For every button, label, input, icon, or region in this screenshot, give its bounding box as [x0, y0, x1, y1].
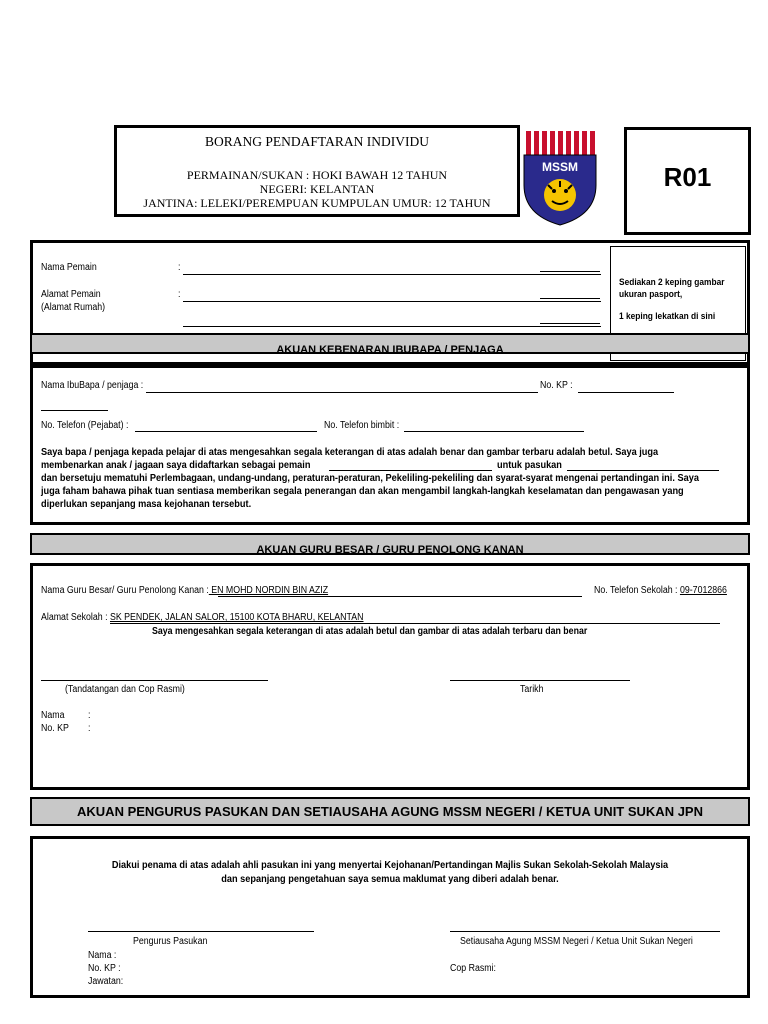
parent-name-field[interactable]: [146, 392, 538, 393]
player-address-label: Alamat Pemain: [41, 289, 101, 300]
manager-signature-label: Pengurus Pasukan: [133, 936, 208, 947]
form-title-box: [114, 125, 520, 217]
office-phone-label: No. Telefon (Pejabat) :: [41, 420, 129, 431]
school-phone: [594, 585, 727, 596]
mssm-shield-icon: [522, 127, 598, 227]
mobile-phone-label: No. Telefon bimbit :: [324, 420, 400, 431]
headmaster-name-label: [41, 585, 328, 596]
photo-note-2: ukuran pasport,: [619, 289, 683, 300]
player-address-field-1[interactable]: [183, 301, 601, 302]
manager-name-label: Nama :: [88, 950, 117, 961]
colon: :: [178, 289, 181, 300]
photo-note-1: Sediakan 2 keping gambar: [619, 277, 725, 288]
form-code-box: [624, 127, 751, 235]
teacher-signature-line[interactable]: [41, 680, 268, 681]
photo-note-3: 1 keping lekatkan di sini: [619, 311, 716, 322]
teacher-section: [30, 563, 750, 790]
secretary-signature-label: Setiausaha Agung MSSM Negeri / Ketua Unit Sukan Negeri: [460, 936, 693, 947]
teacher-date-line[interactable]: [450, 680, 630, 681]
parent-declaration-1: Saya bapa / penjaga kepada pelajar di atas mengesahkan segala keterangan di atas adalah benar dan gambar terbaru adalah betul. Saya juga: [41, 447, 659, 458]
manager-section-title: AKUAN PENGURUS PASUKAN DAN SETIAUSAHA AGUNG MSSM NEGERI / KETUA UNIT SUKAN JPN: [77, 804, 703, 819]
parent-declaration-5: diperlukan sepanjang masa kejohanan tersebut.: [41, 499, 252, 510]
colon: :: [178, 262, 181, 273]
teacher-name-label: Nama: [41, 710, 65, 721]
teacher-section-title: AKUAN GURU BESAR / GURU PENOLONG KANAN: [256, 544, 524, 555]
school-address: [41, 612, 363, 623]
form-line-2: NEGERI: KELANTAN: [259, 182, 375, 196]
mssm-logo: [522, 127, 598, 227]
school-address-field[interactable]: [110, 623, 720, 624]
colon: :: [88, 723, 91, 734]
player-name-label: Nama Pemain: [41, 262, 97, 273]
parent-kp-label: No. KP :: [540, 380, 573, 391]
teacher-signature-label: (Tandatangan dan Cop Rasmi): [65, 684, 185, 695]
player-address-field-2[interactable]: [183, 326, 601, 327]
form-title: BORANG PENDAFTARAN INDIVIDU: [205, 134, 429, 149]
manager-kp-label: No. KP :: [88, 963, 121, 974]
parent-kp-field-cont[interactable]: [41, 410, 108, 411]
parent-section-title: AKUAN KEBENARAN IBUBAPA / PENJAGA: [276, 343, 504, 354]
teacher-kp-label: No. KP: [41, 723, 69, 734]
logo-text: MSSM: [542, 160, 578, 174]
parent-name-label: Nama IbuBapa / penjaga :: [41, 380, 144, 391]
school-address-label: Alamat Sekolah :: [41, 612, 108, 623]
form-line-3: JANTINA: LELEKI/PEREMPUAN KUMPULAN UMUR: 12 TAHUN: [143, 196, 491, 210]
school-phone-value: 09-7012866: [679, 585, 727, 596]
headmaster-name-field[interactable]: [218, 596, 582, 597]
mobile-phone-field[interactable]: [404, 431, 584, 432]
parent-declaration-4: juga faham bahawa pihak tuan sentiasa memberikan segala penerangan dan akan mengambil langkah-langkah keselamatan dan pengawasan yang: [41, 486, 684, 497]
manager-declaration-1: Diakui penama di atas adalah ahli pasukan ini yang menyertai Kejohanan/Pertandingan Majlis Sukan Sekolah-Sekolah Malaysia: [111, 860, 669, 871]
official-stamp-label: Cop Rasmi:: [450, 963, 496, 974]
teacher-section-header: [30, 533, 750, 555]
colon: :: [88, 710, 91, 721]
manager-signature-line[interactable]: [88, 931, 314, 932]
manager-position-label: Jawatan:: [88, 976, 124, 987]
player-sport-field[interactable]: [329, 470, 492, 471]
headmaster-name-value: EN MOHD NORDIN BIN AZIZ: [208, 585, 329, 596]
player-address-sub: (Alamat Rumah): [41, 302, 106, 313]
teacher-date-label: Tarikh: [520, 684, 544, 695]
office-phone-field[interactable]: [135, 431, 317, 432]
parent-declaration-2a: membenarkan anak / jagaan saya didaftarkan sebagai pemain: [41, 460, 311, 471]
manager-declaration-2: dan sepanjang pengetahuan saya semua maklumat yang diberi adalah benar.: [221, 874, 559, 885]
form-line-1: PERMAINAN/SUKAN : HOKI BAWAH 12 TAHUN: [186, 168, 448, 182]
manager-section-header: [30, 797, 750, 826]
teacher-confirmation: Saya mengesahkan segala keterangan di atas adalah betul dan gambar di atas adalah terbaru dan benar: [152, 626, 588, 637]
school-address-value: SK PENDEK, JALAN SALOR, 15100 KOTA BHARU, KELANTAN: [109, 612, 364, 623]
field-underline: [540, 271, 600, 272]
parent-declaration-2b: untuk pasukan: [497, 460, 562, 471]
field-underline: [540, 323, 600, 324]
headmaster-name-label-text: Nama Guru Besar/ Guru Penolong Kanan :: [41, 585, 209, 596]
secretary-signature-line[interactable]: [450, 931, 720, 932]
parent-kp-field[interactable]: [578, 392, 674, 393]
form-code: R01: [663, 162, 712, 192]
player-name-field[interactable]: [183, 274, 601, 275]
parent-declaration-3: dan bersetuju mematuhi Perlembagaan, undang-undang, peraturan-peraturan, Pekeliling-pekeliling dan syarat-syarat mengenai pertandingan ini. Saya: [41, 473, 699, 484]
school-phone-label: No. Telefon Sekolah :: [594, 585, 678, 596]
field-underline: [540, 298, 600, 299]
team-field[interactable]: [567, 470, 719, 471]
parent-section-header: [30, 333, 750, 354]
